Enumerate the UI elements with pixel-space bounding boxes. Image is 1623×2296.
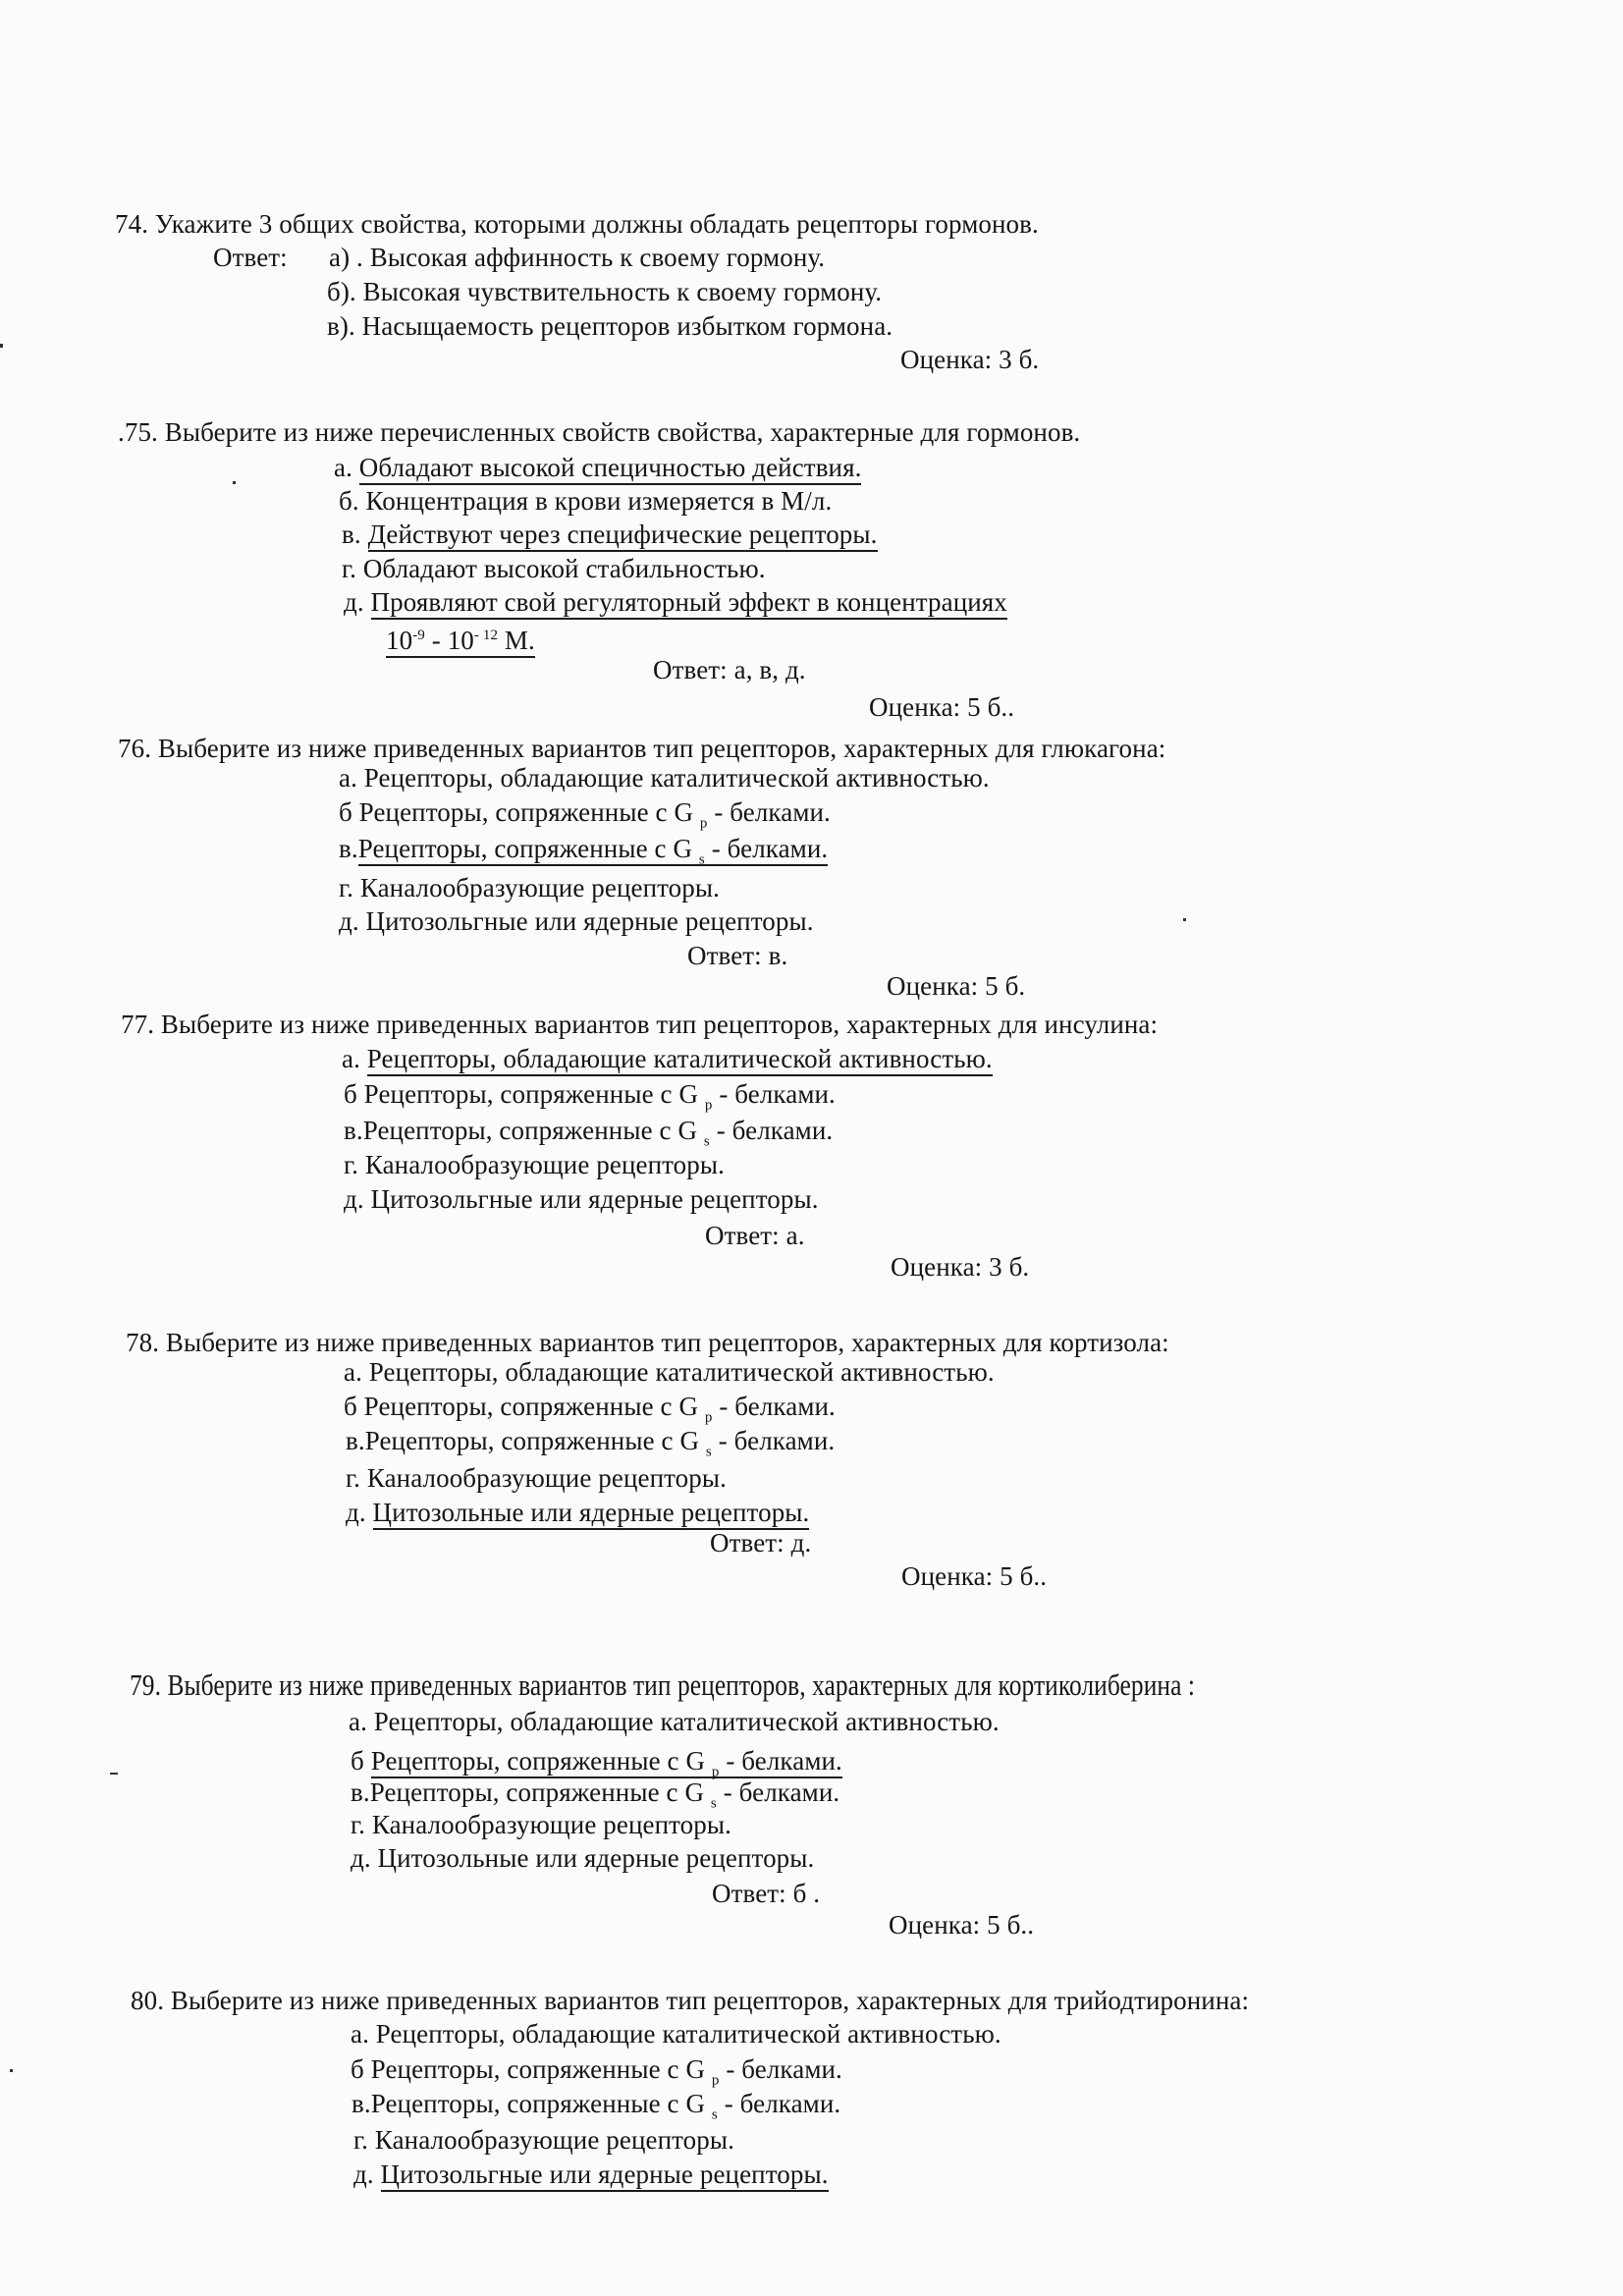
q76-option-e: д. Цитозольгные или ядерные рецепторы. [339,906,814,936]
q77-option-a [342,1043,993,1074]
option-text-underlined: Обладают высокой специчностью действия. [359,453,862,485]
q76-option-b: б Рецепторы, сопряженные с G $_p$ - белками. [339,797,831,832]
q79-answer: Ответ: б . [712,1879,821,1908]
question-79: 79. Выберите из ниже приведенных вариантов тип рецепторов, характерных для кортиколиберина : [130,1667,1196,1702]
question-77: 77. Выберите из ниже приведенных вариантов тип рецепторов, характерных для инсулина: [121,1010,1159,1039]
q75-score: Оценка: 5 б.. [869,692,1015,722]
q75-concentration [386,620,535,656]
q76-option-d: г. Каналообразующие рецепторы. [339,873,720,902]
q78-option-c: в.Рецепторы, сопряженные с G $_s$ - белками. [346,1426,836,1460]
q76-answer: Ответ: в. [687,941,788,970]
q79-option-e: д. Цитозольные или ядерные рецепторы. [351,1843,815,1873]
q80-option-a: а. Рецепторы, обладающие каталитической активностью. [351,2019,1001,2049]
q75-option-a [334,452,861,483]
scan-speck [10,2069,13,2072]
scan-speck [0,344,3,348]
option-letter: а. [342,1044,367,1073]
q76-option-a: а. Рецепторы, обладающие каталитической активностью. [339,763,990,793]
option-text-underlined: Рецепторы, сопряженные с G $_s$ - белками. [357,834,829,868]
option-text-underlined: Рецепторы, сопряженные с G $_p$ - белками. [370,1746,842,1780]
q77-answer: Ответ: а. [705,1221,805,1250]
q77-option-d: г. Каналообразующие рецепторы. [344,1150,725,1179]
option-letter: д. [353,2159,381,2189]
q75-answer: Ответ: а, в, д. [653,655,806,684]
q76-score: Оценка: 5 б. [887,971,1026,1001]
option-text-underlined: Действуют через специфические рецепторы. [368,519,878,552]
option-text-underlined: Рецепторы, обладающие каталитической активностью. [367,1044,993,1076]
option-letter: в. [342,519,368,549]
q78-option-b: б Рецепторы, сопряженные с G $_p$ - белками. [344,1392,836,1426]
q79-score: Оценка: 5 б.. [889,1910,1035,1940]
q78-answer: Ответ: д. [710,1528,812,1558]
option-text-underlined: Цитозольгные или ядерные рецепторы. [381,2159,829,2192]
q75-option-d: г. Обладают высокой стабильностью. [342,554,766,583]
q75-option-e [344,586,1007,618]
answer-label-74: Ответ: [213,243,288,272]
option-letter: а. [334,453,359,482]
question-76: 76. Выберите из ниже приведенных вариантов тип рецепторов, характерных для глюкагона: [118,734,1166,763]
option-text-underlined: Проявляют свой регуляторный эффект в концентрациях [371,587,1007,620]
option-letter: б [351,1746,371,1776]
q80-option-c: в.Рецепторы, сопряженные с G $_s$ - белками. [352,2089,841,2123]
question-78: 78. Выберите из ниже приведенных вариантов тип рецепторов, характерных для кортизола: [126,1328,1169,1357]
option-letter: д. [346,1498,373,1527]
q77-option-c: в.Рецепторы, сопряженные с G $_s$ - белками. [344,1116,834,1150]
option-text-underlined: Цитозольные или ядерные рецепторы. [373,1498,810,1530]
q79-option-a: а. Рецепторы, обладающие каталитической активностью. [349,1707,1000,1736]
q80-option-b: б Рецепторы, сопряженные с G $_p$ - белками. [351,2054,842,2089]
scan-speck [233,481,236,484]
q74-answer-a: а) . Высокая аффинность к своему гормону. [329,243,826,272]
question-75: .75. Выберите из ниже перечисленных свойств свойства, характерные для гормонов. [118,417,1081,447]
q75-option-c [342,519,878,550]
question-80: 80. Выберите из ниже приведенных вариантов тип рецепторов, характерных для трийодтиронина: [131,1986,1250,2015]
concentration-range: $10^{-9} - 10^{- 12}$ М. [386,626,535,658]
scan-speck [1183,918,1186,921]
q74-score: Оценка: 3 б. [900,345,1040,374]
option-letter: в. [339,834,358,863]
q80-option-e [353,2159,829,2190]
q78-score: Оценка: 5 б.. [901,1561,1048,1591]
q76-option-c [339,833,828,875]
q78-option-d: г. Каналообразующие рецепторы. [346,1463,727,1493]
question-74: 74. Укажите 3 общих свойства, которыми должны обладать рецепторы гормонов. [115,209,1039,239]
q78-option-e [346,1497,809,1528]
q74-answer-c: в). Насыщаемость рецепторов избытком гормона. [327,311,893,341]
scan-speck [110,1773,118,1775]
q77-option-b: б Рецепторы, сопряженные с G $_p$ - белками. [344,1079,836,1114]
q74-answer-b: б). Высокая чувствительность к своему гормону. [327,277,883,306]
q80-option-d: г. Каналообразующие рецепторы. [353,2125,734,2155]
q79-option-c: в.Рецепторы, сопряженные с G $_s$ - белками. [351,1777,840,1812]
option-letter: д. [344,587,371,617]
q77-option-e: д. Цитозольгные или ядерные рецепторы. [344,1184,819,1214]
q77-score: Оценка: 3 б. [891,1252,1030,1282]
q79-option-d: г. Каналообразующие рецепторы. [351,1810,731,1839]
q78-option-a: а. Рецепторы, обладающие каталитической активностью. [344,1357,995,1387]
q75-option-b: б. Концентрация в крови измеряется в М/л. [339,486,833,516]
